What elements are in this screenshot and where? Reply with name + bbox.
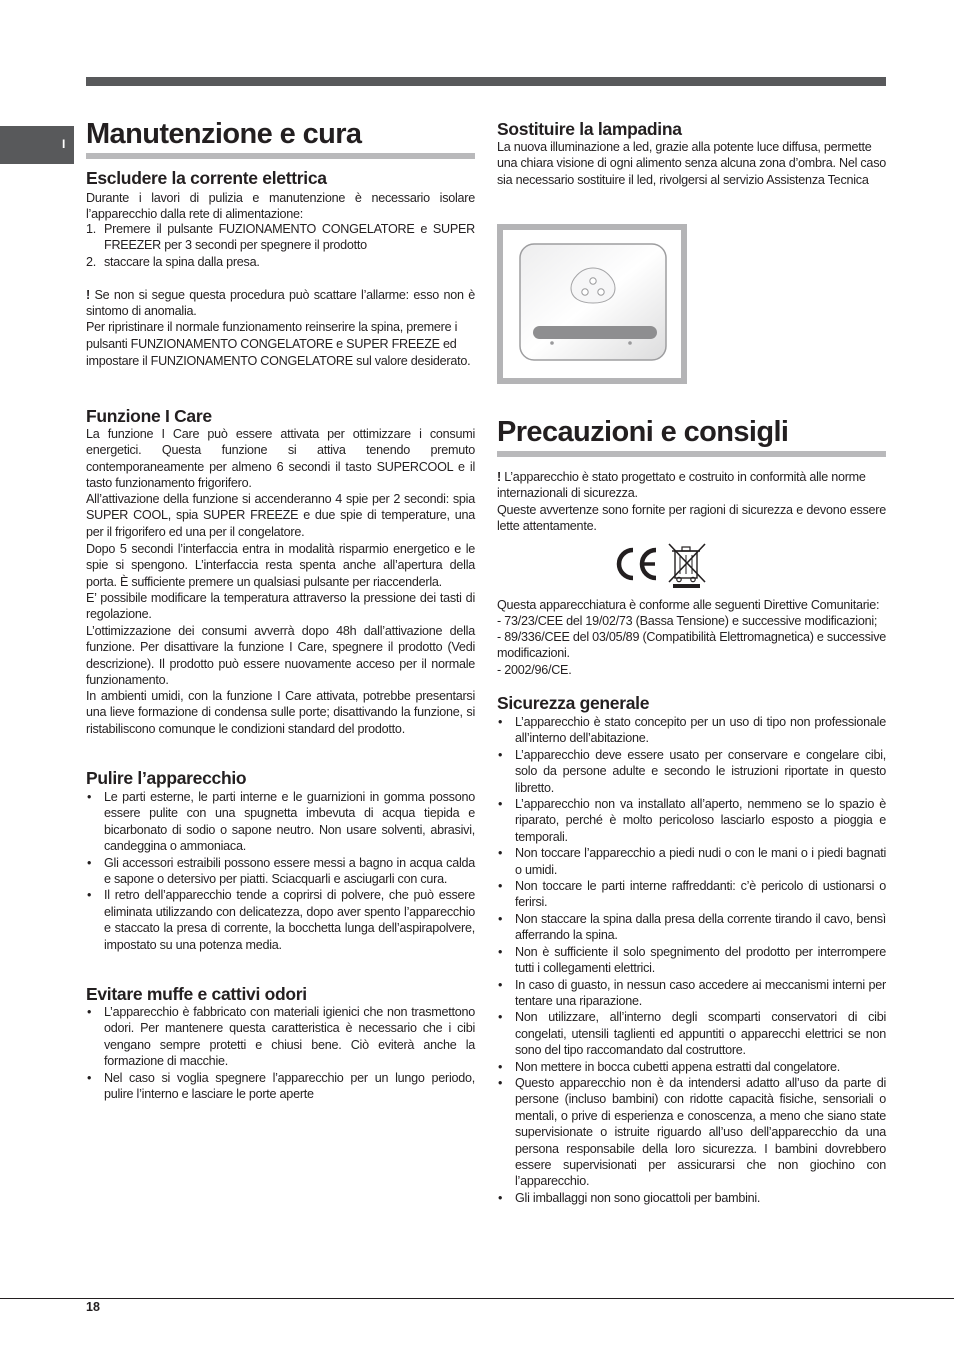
top-rule xyxy=(86,77,886,86)
language-tab xyxy=(0,126,74,164)
restore-instructions: Per ripristinare il normale funzionamento reinserire la spina, premere i pulsanti FUNZIONAMENTO CONGELATORE e SUPER FREEZE ed impostare il FUNZIONAMENTO CONGELATORE sul valore desiderato. xyxy=(86,320,471,368)
safety-intro: ! L’apparecchio è stato progettato e costruito in conformità alle norme internazionali di sicurezza. xyxy=(497,470,866,501)
list-item: • Non è sufficiente il solo spegnimento del prodotto per interrompere tutti i collegamenti elettrici. xyxy=(497,944,886,977)
page-title-precautions: Precauzioni e consigli xyxy=(497,416,886,457)
list-item: • Non staccare la spina dalla presa della corrente tirando il cavo, bensì afferrando la spina. xyxy=(497,911,886,944)
heading-general-safety: Sicurezza generale xyxy=(497,693,650,713)
list-item: • Gli imballaggi non sono giocattoli per bambini. xyxy=(497,1190,886,1206)
icare-paragraph: L’ottimizzazione dei consumi avverrà dopo 48h dall’attivazione della funzione. Per disattivare la funzione I Care, spegnere il prodotto (Vedi descrizione). Il prodotto può essere nuovamente acceso per il normale funzionamento. xyxy=(86,624,475,688)
list-item: • Le parti esterne, le parti interne e le guarnizioni in gomma possono essere pulite con una spugnetta imbevuta di acqua tiepida e bicarbonato di sodio o sapone neutro. Non usare solventi, abrasivi, candeggina o ammoniaca. xyxy=(86,789,475,855)
safety-list xyxy=(497,714,886,1206)
list-item: • Non utilizzare, all’interno degli scomparti conservatori di cibi congelati, utensili taglienti ed appuntiti o apparecchi elettrici se non sono del tipo raccomandato dal costruttore. xyxy=(497,1009,886,1058)
list-item: 1. Premere il pulsante FUZIONAMENTO CONGELATORE e SUPER FREEZER per 3 secondi per spegnere il prodotto xyxy=(86,222,475,253)
list-item: • L’apparecchio è stato concepito per un uso di tipo non professionale all’interno dell’abitazione. xyxy=(497,714,886,747)
list-item: • In caso di guasto, in nessun caso accedere ai meccanismi interni per tentare una riparazione. xyxy=(497,977,886,1010)
icare-paragraph: All’attivazione della funzione si accenderanno 4 spie per 2 secondi: spia SUPER COOL, spia SUPER FREEZE e due spie di temperature, una per il frigorifero ed una per il congelatore. xyxy=(86,492,475,539)
heading-mould-odours: Evitare muffe e cattivi odori xyxy=(86,984,307,1004)
mould-list xyxy=(86,1004,475,1102)
list-item: • Non toccare l’apparecchio a piedi nudi o con le mani o i piedi bagnati o umidi. xyxy=(497,845,886,878)
heading-icare: Funzione I Care xyxy=(86,406,212,426)
list-item: • Nel caso si voglia spegnere l’apparecchio per un lungo periodo, pulire l’interno e lasciare le porte aperte xyxy=(86,1070,475,1103)
list-item: • L’apparecchio non va installato all’aperto, nemmeno se lo spazio è riparato, perché è molto pericoloso lasciarlo esposto a pioggia e temporali. xyxy=(497,796,886,845)
list-item: • Non mettere in bocca cubetti appena estratti dal congelatore. xyxy=(497,1059,886,1075)
footer-rule xyxy=(0,1298,954,1299)
icare-paragraph: In ambienti umidi, con la funzione I Care attivata, potrebbe presentarsi una lieve formazione di condensa sulle porte; disattivando la funzione, si ristabiliscono comunque le condizioni standard del prodotto. xyxy=(86,689,475,736)
icare-paragraph: E’ possibile modificare la temperatura attraverso la pressione dei tasti di regolazione. xyxy=(86,591,475,622)
heading-replace-bulb: Sostituire la lampadina xyxy=(497,119,682,139)
page-number: 18 xyxy=(86,1300,100,1314)
alarm-warning: ! Se non si segue questa procedura può scattare l’allarme: esso non è sintomo di anomalia. xyxy=(86,288,475,319)
directive-emc: - 89/336/CEE del 03/05/89 (Compatibilità Elettromagnetica) e successive modificazioni. xyxy=(497,630,886,661)
list-item: 2. staccare la spina dalla presa. xyxy=(86,254,260,269)
list-item: • L’apparecchio è fabbricato con materiali igienici che non trasmettono odori. Per mantenere questa caratteristica è necessario che i cibi vengano sempre protetti e chiusi bene. Ciò eviterà anche la formazione di macchie. xyxy=(86,1004,475,1070)
ce-mark-icon xyxy=(619,550,656,578)
disconnect-steps xyxy=(86,221,475,270)
directive-low-voltage: - 73/23/CEE del 19/02/73 (Bassa Tensione) e successive modificazioni; xyxy=(497,614,878,628)
cleaning-list xyxy=(86,789,475,953)
weee-bin-icon xyxy=(669,544,705,588)
warning-mark: ! xyxy=(86,288,90,302)
icare-paragraph: Dopo 5 secondi l’interfaccia entra in modalità risparmio energetico e le spie si spengono. L’interfaccia resta spenta anche all’apertura della porta. È sufficiente premere un qualsiasi pulsante per riaccenderla. xyxy=(86,542,475,589)
heading-cleaning: Pulire l’apparecchio xyxy=(86,768,247,788)
ce-weee-logos xyxy=(611,540,711,588)
directives-lead: Questa apparecchiatura è conforme alle seguenti Direttive Comunitarie: xyxy=(497,598,880,612)
list-item: • Il retro dell’apparecchio tende a coprirsi di polvere, che può essere eliminata utilizzando con delicatezza, dopo aver spento l’apparecchio e staccato la presa di corrente, la bocchetta lunga dell’aspirapolvere, impostato su una potenza media. xyxy=(86,887,475,953)
disconnect-intro: Durante i lavori di pulizia e manutenzione è necessario isolare l’apparecchio dalla rete di alimentazione: xyxy=(86,191,475,222)
directive-weee: - 2002/96/CE. xyxy=(497,663,572,677)
list-item: • Questo apparecchio non è da intendersi adatto all’uso da parte di persone (incluso bambini) con ridotte capacità fisiche, sensoriali o mentali, o prive di esperienza e conoscenza, a meno che siano state supervisionate o istruite riguardo all’uso dell’apparecchio da una persona responsabile della loro sicurezza. I bambini dovrebbero essere supervisionati per assicurarsi che non giochino con l’apparecchio. xyxy=(497,1075,886,1190)
list-item: • L’apparecchio deve essere usato per conservare e congelare cibi, solo da persone adulte e secondo le istruzioni riportate in questo libretto. xyxy=(497,747,886,796)
page-title-maintenance: Manutenzione e cura xyxy=(86,118,475,159)
icare-paragraph: La funzione I Care può essere attivata per ottimizzare i consumi energetici. Questa funzione si attiva tenendo premuto contemporaneamente per almeno 6 secondi il tasto SUPERCOOL e il tasto funzionamento frigorifero. xyxy=(86,427,475,491)
led-lamp-illustration xyxy=(497,224,687,384)
safety-intro-2: Queste avvertenze sono fornite per ragioni di sicurezza e devono essere lette attentamente. xyxy=(497,503,886,534)
warning-mark: ! xyxy=(497,470,501,484)
replace-bulb-text: La nuova illuminazione a led, grazie alla potente luce diffusa, permette una chiara visione di ogni alimento senza alcuna zona d’ombra. Nel caso sia necessario sostituire il led, rivolgersi al servizio Assistenza Tecnica xyxy=(497,140,886,187)
led-lamp-icon xyxy=(503,230,681,378)
list-item: • Gli accessori estraibili possono essere messi a bagno in acqua calda e sapone o detersivo per piatti. Sciacquarli e asciugarli con cura. xyxy=(86,855,475,888)
language-code: I xyxy=(62,137,66,151)
heading-disconnect-power: Escludere la corrente elettrica xyxy=(86,168,327,188)
list-item: • Non toccare le parti interne raffreddanti: c’è pericolo di ustionarsi o ferirsi. xyxy=(497,878,886,911)
